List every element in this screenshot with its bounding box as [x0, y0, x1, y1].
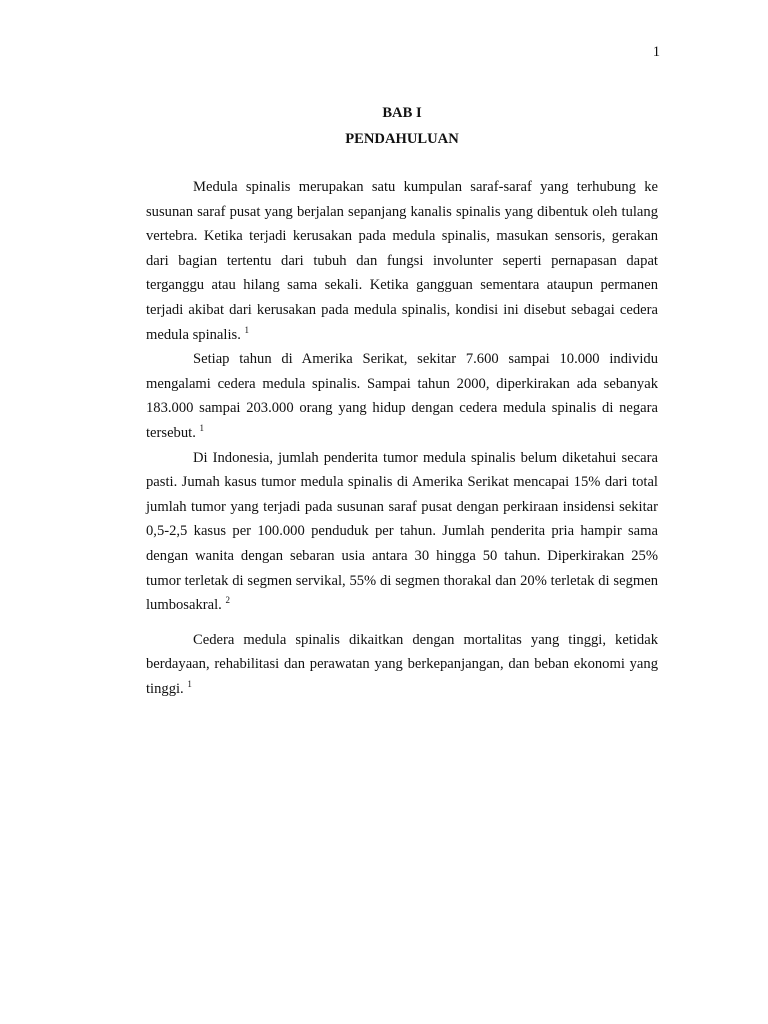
paragraph-text: Di Indonesia, jumlah penderita tumor medula spinalis belum diketahui secara pasti. Jumah kasus tumor medula spinalis di Amerika Serikat mencapai 15% dari total jumlah tumor yang terjadi pada susunan saraf pusat dengan perkiraan insidensi sekitar 0,5-2,5 kasus per 100.000 penduduk per tahun. Jumlah penderita pria hampir sama dengan wanita dengan sebaran usia antara 30 hingga 50 tahun. Diperkirakan 25% tumor terletak di segmen servikal, 55% di segmen thorakal dan 20% terletak di segmen lumbosakral. — [146, 449, 658, 614]
citation-marker: 1 — [244, 324, 250, 335]
paragraph-text: Cedera medula spinalis dikaitkan dengan mortalitas yang tinggi, ketidak berdayaan, rehabilitasi dan perawatan yang berkepanjangan, dan beban ekonomi yang tinggi. — [146, 631, 658, 697]
page-number: 1 — [652, 44, 660, 60]
paragraph-text: Setiap tahun di Amerika Serikat, sekitar 7.600 sampai 10.000 individu mengalami cedera medula spinalis. Sampai tahun 2000, diperkirakan ada sebanyak 183.000 sampai 203.000 orang yang hidup dengan cedera medula spinalis di negara tersebut. — [146, 351, 658, 441]
paragraph-1 — [146, 175, 658, 347]
chapter-title: PENDAHULUAN — [345, 131, 459, 147]
paragraph-2 — [146, 347, 658, 445]
chapter-label: BAB I — [382, 105, 422, 121]
citation-marker: 1 — [199, 422, 205, 433]
citation-marker: 1 — [187, 678, 192, 689]
document-body — [146, 175, 658, 701]
citation-marker: 2 — [225, 595, 230, 606]
paragraph-3 — [146, 446, 658, 618]
paragraph-text: Medula spinalis merupakan satu kumpulan saraf-saraf yang terhubung ke susunan saraf pusat yang berjalan sepanjang kanalis spinalis yang dibentuk oleh tulang vertebra. Ketika terjadi kerusakan pada medula spinalis, masukan sensoris, gerakan dari bagian tertentu dari tubuh dan fungsi involunter seperti pernapasan dapat terganggu atau hilang sama sekali. Ketika gangguan sementara ataupun permanen terjadi akibat dari kerusakan pada medula spinalis, kondisi ini disebut sebagai cedera medula spinalis. — [146, 179, 658, 343]
paragraph-4 — [146, 628, 658, 702]
